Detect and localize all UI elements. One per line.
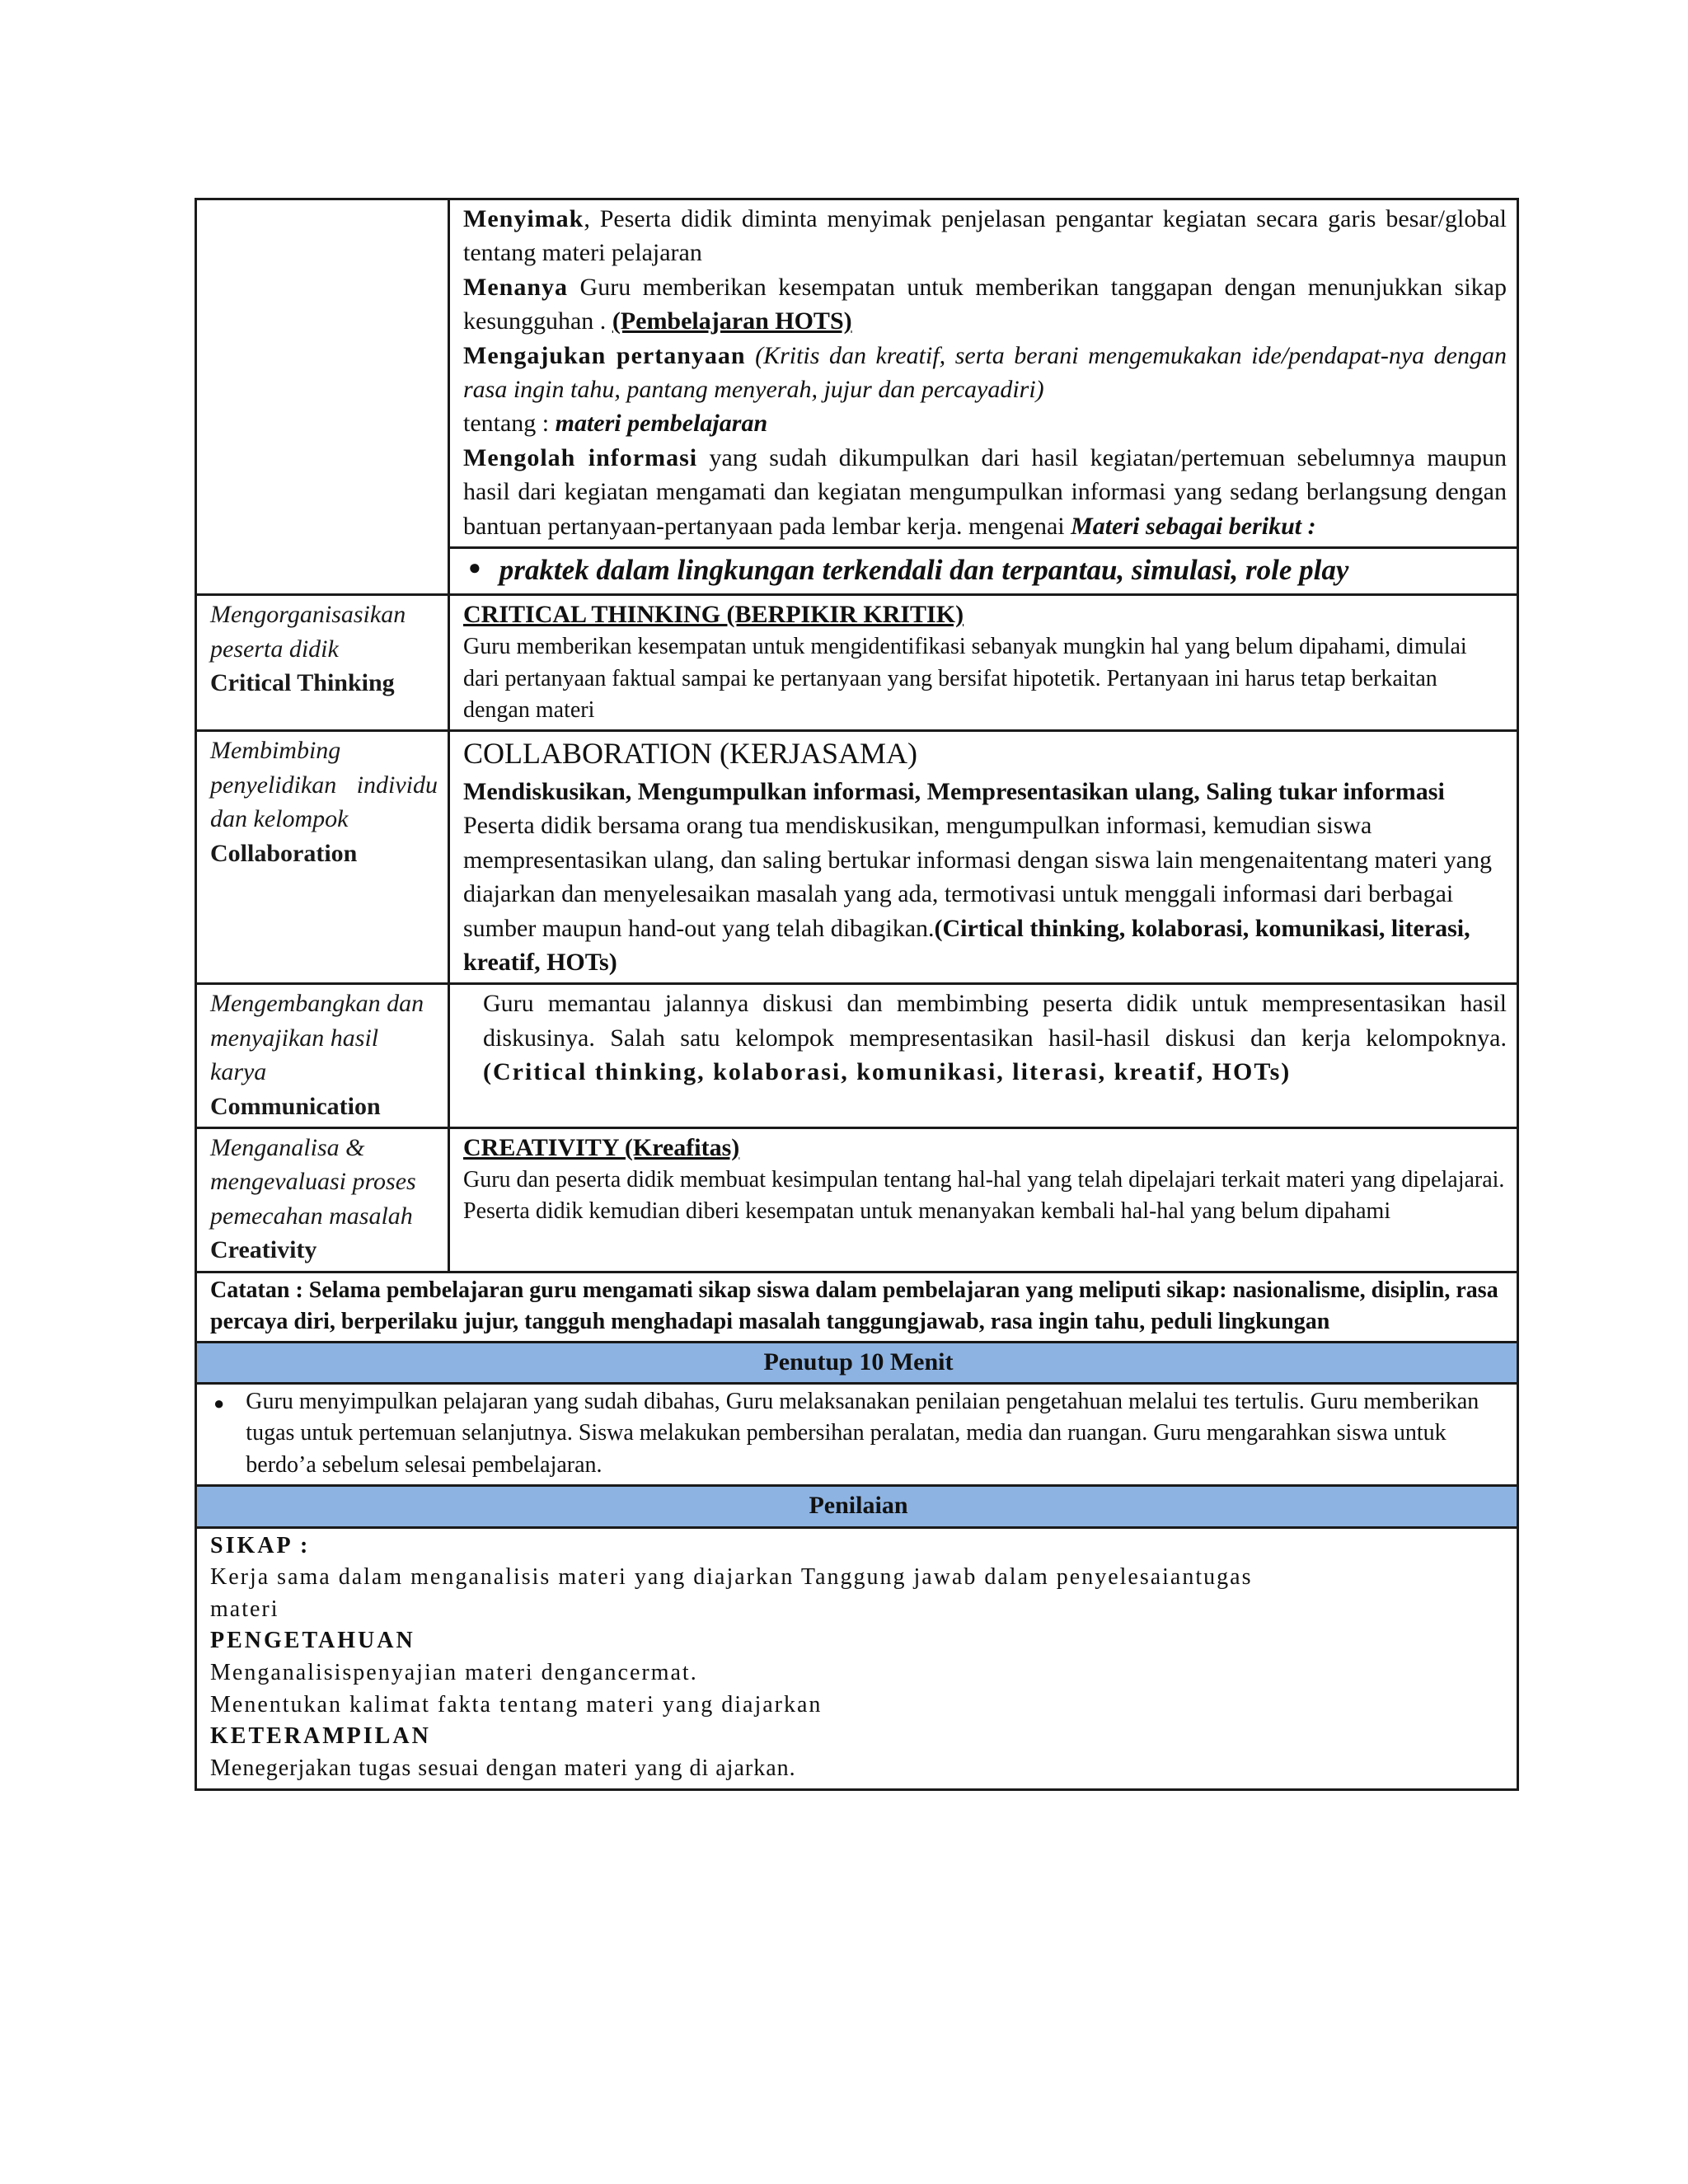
keterampilan-text: Menegerjakan tugas sesuai dengan materi yang di ajarkan. [210, 1755, 796, 1781]
critical-label: Critical Thinking [210, 668, 395, 696]
inti-activities [449, 199, 1518, 548]
penutup-cell [196, 1384, 1518, 1486]
hots-label: (Pembelajaran HOTS) [612, 307, 852, 335]
collaboration-content [449, 731, 1518, 984]
collaboration-title: COLLABORATION (KERJASAMA) [463, 737, 918, 771]
menanya-paragraph [463, 270, 1507, 339]
collaboration-row [196, 731, 1518, 984]
mengajukan-paragraph [463, 339, 1507, 407]
sikap-title: SIKAP : [210, 1532, 311, 1558]
critical-step: Mengorganisasikan peserta didik [210, 601, 406, 663]
menyimak-paragraph [463, 202, 1507, 270]
creativity-content [449, 1127, 1518, 1272]
tentang-value: materi pembelajaran [555, 410, 768, 438]
penilaian-header: Penilaian [196, 1486, 1518, 1527]
lesson-plan-table [195, 198, 1519, 1791]
menyimak-keyword: Menyimak [463, 205, 584, 232]
mengajukan-italic: (Kritis dan kreatif, serta berani mengemukakan ide/pendapat-nya dengan rasa ingin tahu, pantang menyerah, jujur dan percayadiri) [463, 341, 1507, 403]
menanya-keyword: Menanya [463, 273, 568, 301]
penutup-text: Guru menyimpulkan pelajaran yang sudah dibahas, Guru melaksanakan penilaian pengetahuan melalui tes tertulis. Guru memberikan tugas untuk pertemuan selanjutnya. Siswa melakukan pembersihan peralatan, media dan ruangan. Guru mengarahkan siswa untuk berdo’a sebelum selesai pembelajaran. [246, 1389, 1479, 1478]
communication-step: Mengembangkan dan menyajikan hasil karya [210, 990, 424, 1086]
tentang-paragraph [463, 406, 1507, 440]
critical-content [449, 595, 1518, 731]
menyimak-text: , Peserta didik diminta menyimak penjelasan pengantar kegiatan secara garis besar/global tentang materi pelajaran [463, 205, 1507, 267]
communication-tags: (Critical thinking, kolaborasi, komunikasi, literasi, kreatif, HOTs) [483, 1058, 1292, 1086]
critical-row [196, 595, 1518, 731]
communication-content [449, 984, 1518, 1128]
catatan-row [196, 1272, 1518, 1342]
penilaian-cell [196, 1527, 1518, 1789]
empty-left-cell [196, 199, 449, 595]
penilaian-row [196, 1527, 1518, 1789]
catatan-text: Catatan : Selama pembelajaran guru mengamati sikap siswa dalam pembelajaran yang meliputi sikap: nasionalisme, disiplin, rasa percaya diri, berperilaku jujur, tangguh menghadapi masalah tanggungjawab, rasa ingin tahu, peduli lingkungan [210, 1277, 1498, 1334]
communication-row [196, 984, 1518, 1128]
creativity-text-2: Peserta didik kemudian diberi kesempatan untuk menanyakan kembali hal-hal yang belum dipahami [463, 1198, 1391, 1225]
collaboration-tags: (Cirtical thinking, kolaborasi, komunikasi, literasi, kreatif, HOTs) [463, 914, 1470, 976]
creativity-step: Menganalisa & mengevaluasi proses pemecahan masalah [210, 1133, 416, 1230]
communication-text [483, 987, 1507, 1089]
materi-label: Materi sebagai berikut : [1071, 512, 1316, 540]
creativity-label: Creativity [210, 1236, 317, 1264]
creativity-text-1: Guru dan peserta didik membuat kesimpulan tentang hal-hal yang telah dipelajari terkait materi yang dipelajarai. [463, 1167, 1505, 1193]
inti-bullet-cell [449, 547, 1518, 594]
creativity-row [196, 1127, 1518, 1272]
penutup-header: Penutup 10 Menit [196, 1342, 1518, 1383]
catatan-cell [196, 1272, 1518, 1342]
collaboration-left [196, 731, 449, 984]
bullet-icon: ● [468, 555, 481, 579]
mengolah-keyword: Mengolah informasi [463, 443, 698, 471]
communication-left [196, 984, 449, 1128]
collaboration-step: Membimbing penyelidikan individu dan kelompok [210, 737, 438, 833]
critical-text: Guru memberikan kesempatan untuk mengidentifikasi sebanyak mungkin hal yang belum dipahami, dimulai dari pertanyaan faktual sampai ke pertanyaan yang bersifat hipotetik. Pertanyaan ini harus tetap berkaitan dengan materi [463, 634, 1467, 724]
keterampilan-title: KETERAMPILAN [210, 1723, 431, 1750]
mengolah-text: yang sudah dikumpulkan dari hasil kegiatan/pertemuan sebelumnya maupun hasil dari kegiatan mengamati dan kegiatan mengumpulkan informasi yang sedang berlangsung dengan bantuan pertanyaan-pertanyaan pada lembar kerja. mengenai [463, 443, 1507, 540]
critical-title: CRITICAL THINKING (BERPIKIR KRITIK) [463, 601, 964, 629]
inti-bullet-text: praktek dalam lingkungan terkendali dan terpantau, simulasi, role play [499, 553, 1349, 586]
mengajukan-keyword: Mengajukan pertanyaan [463, 341, 746, 369]
pengetahuan-item-2: Menentukan kalimat fakta tentang materi yang diajarkan [210, 1691, 823, 1718]
pengetahuan-title: PENGETAHUAN [210, 1628, 415, 1654]
collaboration-text [463, 808, 1507, 979]
communication-body: Guru memantau jalannya diskusi dan membimbing peserta didik untuk mempresentasikan hasil diskusinya. Salah satu kelompok mempresentasikan hasil-hasil diskusi dan kerja kelompoknya. [483, 990, 1507, 1052]
penutup-row [196, 1384, 1518, 1486]
tentang-label: tentang : [463, 410, 556, 438]
sikap-text: Kerja sama dalam menganalisis materi yang diajarkan Tanggung jawab dalam penyelesaiantugas materi [210, 1564, 1253, 1622]
collaboration-subtitle: Mendiskusikan, Mengumpulkan informasi, Mempresentasikan ulang, Saling tukar informasi [463, 778, 1445, 806]
pengetahuan-item-1: Menganalisispenyajian materi dengancermat. [210, 1660, 698, 1686]
creativity-left [196, 1127, 449, 1272]
mengolah-paragraph [463, 441, 1507, 543]
penutup-bullet-icon: ● [213, 1393, 225, 1414]
penutup-header-row [196, 1342, 1518, 1383]
communication-label: Communication [210, 1092, 381, 1120]
collaboration-body: Peserta didik bersama orang tua mendiskusikan, mengumpulkan informasi, kemudian siswa mempresentasikan ulang, dan saling bertukar informasi dengan siswa lain mengenaitentang materi yang diajarkan dan menyelesaikan masalah yang ada, termotivasi untuk menggali informasi dari berbagai sumber maupun hand-out yang telah dibagikan. [463, 812, 1492, 942]
critical-left [196, 595, 449, 731]
creativity-title: CREATIVITY (Kreafitas) [463, 1133, 740, 1161]
menanya-text: Guru memberikan kesempatan untuk memberikan tanggapan dengan menunjukkan sikap kesungguhan . [463, 273, 1507, 335]
collaboration-label: Collaboration [210, 839, 358, 867]
penilaian-header-row [196, 1486, 1518, 1527]
inti-row [196, 199, 1518, 548]
